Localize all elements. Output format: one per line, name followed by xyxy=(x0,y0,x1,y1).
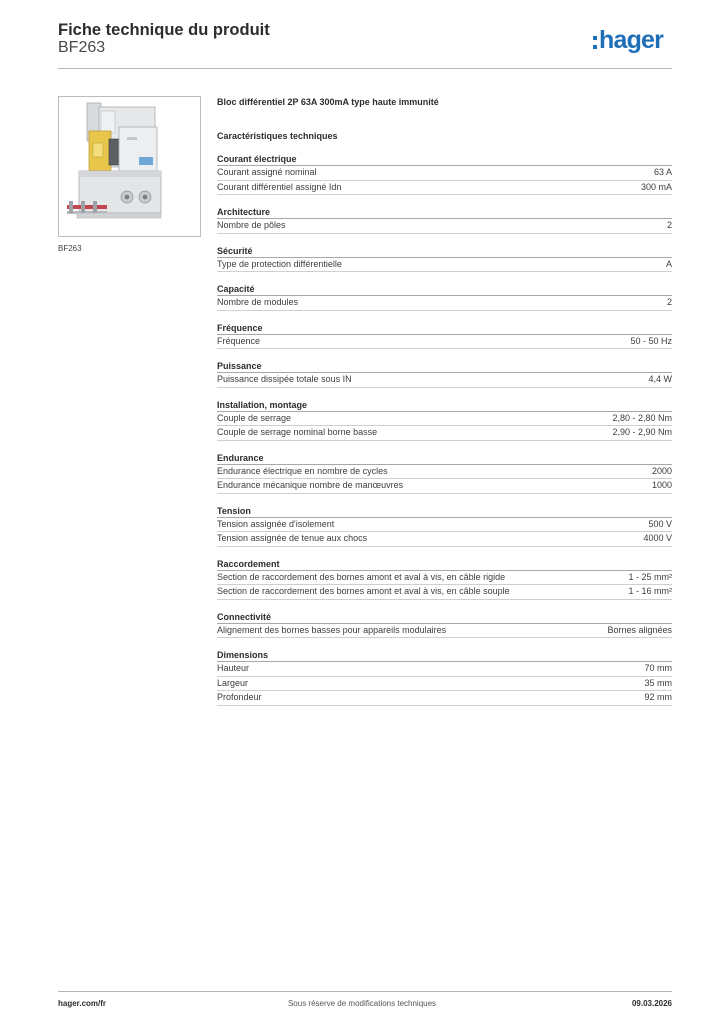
spec-group-title: Raccordement xyxy=(217,558,672,571)
spec-row xyxy=(217,296,672,311)
logo-dot-bottom xyxy=(593,45,597,49)
spec-group-title: Dimensions xyxy=(217,649,672,662)
spec-row xyxy=(217,691,672,706)
spec-value: 2,90 - 2,90 Nm xyxy=(612,427,672,437)
spec-label: Courant différentiel assigné Idn xyxy=(217,181,342,192)
spec-row xyxy=(217,412,672,427)
spec-value: A xyxy=(665,258,672,269)
spec-value: 35 mm xyxy=(644,677,672,688)
spec-label: Section de raccordement des bornes amont et aval à vis, en câble rigide xyxy=(217,571,506,582)
header-divider xyxy=(58,68,672,69)
spec-group xyxy=(217,153,672,195)
spec-value: 2,80 - 2,80 Nm xyxy=(612,412,672,423)
spec-label: Courant assigné nominal xyxy=(217,167,317,177)
spec-group xyxy=(217,360,672,388)
spec-row xyxy=(217,677,672,692)
footer-divider xyxy=(58,991,672,992)
spec-row xyxy=(217,479,672,494)
spec-group-title: Fréquence xyxy=(217,322,672,335)
spec-row xyxy=(217,181,672,196)
spec-label: Couple de serrage xyxy=(217,412,292,423)
image-caption: BF263 xyxy=(58,244,82,253)
spec-group-title: Sécurité xyxy=(217,245,672,258)
spec-row xyxy=(217,518,672,533)
spec-label: Couple de serrage nominal borne basse xyxy=(217,427,378,437)
spec-value: 300 mA xyxy=(640,181,672,192)
spec-content xyxy=(217,96,672,706)
spec-value: Bornes alignées xyxy=(607,624,672,635)
spec-group-title: Puissance xyxy=(217,360,672,373)
spec-label: Hauteur xyxy=(217,663,250,673)
spec-label: Fréquence xyxy=(217,335,261,346)
spec-value: 1 - 16 mm² xyxy=(628,586,672,596)
spec-group-title: Installation, montage xyxy=(217,399,672,412)
spec-value: 2 xyxy=(666,297,672,307)
spec-row xyxy=(217,662,672,677)
footer-disclaimer: Sous réserve de modifications techniques xyxy=(287,999,437,1008)
spec-value: 50 - 50 Hz xyxy=(630,335,672,346)
spec-group xyxy=(217,505,672,547)
spec-value: 4,4 W xyxy=(648,374,672,384)
spec-label: Nombre de pôles xyxy=(217,220,286,230)
spec-label: Endurance électrique en nombre de cycles xyxy=(217,465,388,476)
spec-group xyxy=(217,649,672,706)
spec-label: Tension assignée de tenue aux chocs xyxy=(217,533,368,543)
spec-value: 4000 V xyxy=(643,533,672,543)
spec-row xyxy=(217,373,672,388)
spec-group xyxy=(217,283,672,311)
spec-label: Profondeur xyxy=(217,692,262,702)
spec-group xyxy=(217,245,672,273)
product-reference: BF263 xyxy=(58,39,106,56)
spec-label: Section de raccordement des bornes amont et aval à vis, en câble souple xyxy=(217,586,510,596)
footer-date: 09.03.2026 xyxy=(631,999,672,1008)
spec-group-title: Capacité xyxy=(217,283,672,296)
spec-value: 1 - 25 mm² xyxy=(628,571,672,582)
spec-label: Puissance dissipée totale sous IN xyxy=(217,374,352,384)
characteristics-heading: Caractéristiques techniques xyxy=(217,131,338,141)
spec-row xyxy=(217,166,672,181)
spec-group-title: Connectivité xyxy=(217,611,672,624)
spec-value: 2 xyxy=(666,220,672,230)
logo-dot-top xyxy=(593,36,597,40)
spec-value: 70 mm xyxy=(644,663,672,673)
product-description: Bloc différentiel 2P 63A 300mA type haute immunité xyxy=(217,97,439,107)
spec-group xyxy=(217,611,672,639)
spec-label: Nombre de modules xyxy=(217,297,299,307)
spec-label: Endurance mécanique nombre de manœuvres xyxy=(217,480,404,490)
spec-group xyxy=(217,399,672,441)
spec-group-title: Tension xyxy=(217,505,672,518)
product-illustration xyxy=(59,97,200,236)
spec-group xyxy=(217,206,672,234)
spec-group-title: Courant électrique xyxy=(217,153,672,166)
spec-group xyxy=(217,558,672,600)
product-image xyxy=(58,96,201,237)
spec-row xyxy=(217,426,672,441)
spec-group-title: Endurance xyxy=(217,452,672,465)
spec-group xyxy=(217,322,672,350)
footer-website[interactable]: hager.com/fr xyxy=(58,999,107,1008)
spec-value: 2000 xyxy=(651,465,672,476)
spec-value: 500 V xyxy=(648,518,672,529)
page-title: Fiche technique du produit xyxy=(58,21,270,39)
spec-row xyxy=(217,219,672,234)
spec-value: 63 A xyxy=(653,167,672,177)
spec-row xyxy=(217,532,672,547)
spec-label: Tension assignée d'isolement xyxy=(217,518,335,529)
spec-group xyxy=(217,452,672,494)
spec-group-title: Architecture xyxy=(217,206,672,219)
logo-text: hager xyxy=(599,26,664,54)
spec-value: 1000 xyxy=(651,480,672,490)
spec-row xyxy=(217,465,672,480)
spec-row xyxy=(217,335,672,350)
spec-row xyxy=(217,571,672,586)
spec-row xyxy=(217,258,672,273)
spec-label: Largeur xyxy=(217,677,249,688)
spec-value: 92 mm xyxy=(644,692,672,702)
spec-label: Alignement des bornes basses pour appareils modulaires xyxy=(217,624,447,635)
spec-label: Type de protection différentielle xyxy=(217,258,342,269)
spec-row xyxy=(217,624,672,639)
spec-groups xyxy=(217,153,672,706)
spec-row xyxy=(217,585,672,600)
